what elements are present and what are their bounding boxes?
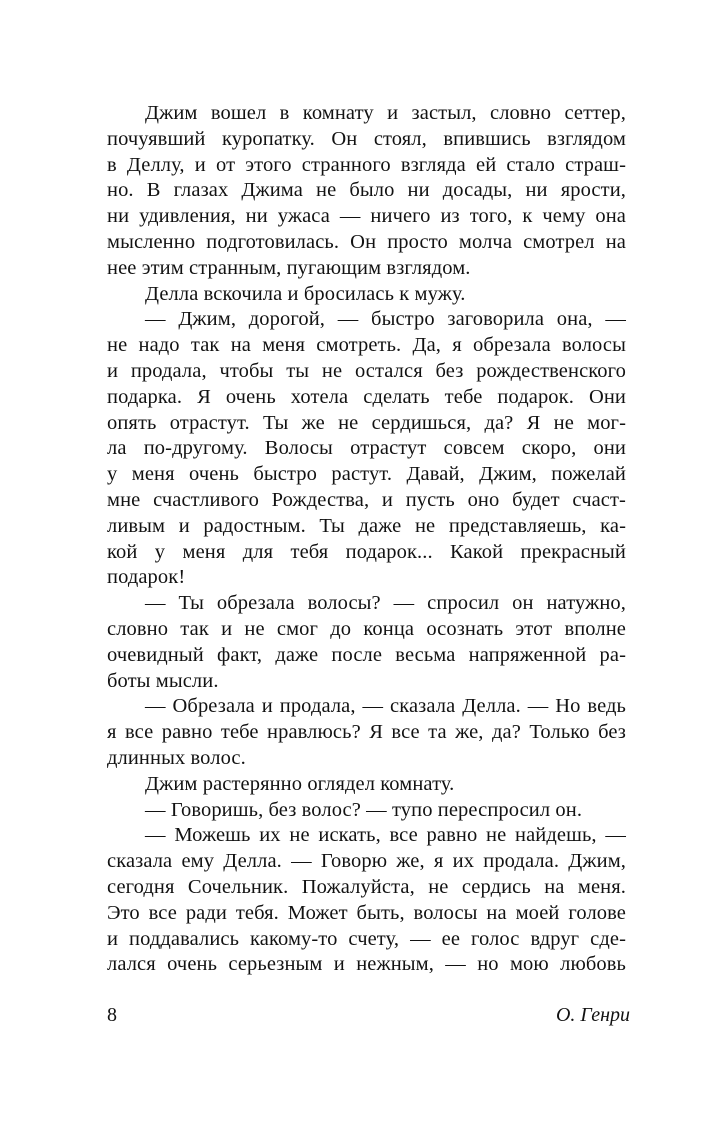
text-line: ливым и радостным. Ты даже не представляешь, ка- bbox=[107, 514, 626, 537]
text-line: — Джим, дорогой, — быстро заговорила она, — bbox=[145, 308, 626, 331]
text-line: я все равно тебе нравлюсь? Я все та же, да? Только без bbox=[107, 721, 626, 744]
running-title-author: О. Генри bbox=[555, 1004, 630, 1026]
text-line: опять отрастут. Ты же не сердишься, да? Я не мог- bbox=[107, 411, 626, 434]
page-footer bbox=[107, 1003, 630, 1027]
text-line: боты мысли. bbox=[107, 669, 219, 692]
text-line: — Можешь их не искать, все равно не найдешь, — bbox=[145, 824, 626, 847]
text-line: у меня очень быстро растут. Давай, Джим, пожелай bbox=[107, 463, 626, 486]
text-block bbox=[107, 101, 626, 978]
text-line: но. В глазах Джима не было ни досады, ни ярости, bbox=[107, 179, 626, 202]
text-line: кой у меня для тебя подарок... Какой прекрасный bbox=[107, 540, 626, 563]
text-line: не надо так на меня смотреть. Да, я обрезала волосы bbox=[107, 334, 626, 357]
text-line: сказала ему Делла. — Говорю же, я их продала. Джим, bbox=[107, 850, 626, 873]
text-line: — Ты обрезала волосы? — спросил он натужно, bbox=[145, 592, 626, 615]
text-line: Джим вошел в комнату и застыл, словно сеттер, bbox=[145, 102, 626, 124]
text-line: и поддавались какому-то счету, — ее голос вдруг сде- bbox=[107, 927, 626, 950]
text-line: в Деллу, и от этого странного взгляда ей стало страш- bbox=[107, 153, 626, 176]
text-line: сегодня Сочельник. Пожалуйста, не сердись на меня. bbox=[107, 875, 626, 898]
text-line: мне счастливого Рождества, и пусть оно будет счаст- bbox=[107, 488, 626, 511]
text-line: длинных волос. bbox=[107, 746, 246, 769]
text-line: — Говоришь, без волос? — тупо переспросил он. bbox=[145, 798, 583, 821]
text-line: ни удивления, ни ужаса — ничего из того, к чему она bbox=[107, 205, 626, 228]
text-line: Это все ради тебя. Может быть, волосы на моей голове bbox=[107, 901, 626, 924]
text-line: Делла вскочила и бросилась к мужу. bbox=[145, 282, 466, 305]
text-line: мысленно подготовилась. Он просто молча смотрел на bbox=[107, 230, 626, 253]
text-line: подарка. Я очень хотела сделать тебе подарок. Они bbox=[107, 385, 626, 408]
text-line: словно так и не смог до конца осознать этот вполне bbox=[107, 617, 626, 640]
text-line: Джим растерянно оглядел комнату. bbox=[145, 772, 455, 795]
text-line: лался очень серьезным и нежным, — но мою любовь bbox=[107, 953, 626, 976]
text-line: очевидный факт, даже после весьма напряженной ра- bbox=[107, 643, 626, 666]
page-number: 8 bbox=[107, 1004, 117, 1026]
text-line: ла по-другому. Волосы отрастут совсем скоро, они bbox=[107, 437, 626, 460]
text-line: подарок! bbox=[107, 566, 186, 589]
text-line: и продала, чтобы ты не остался без рождественского bbox=[107, 359, 626, 382]
text-line: нее этим странным, пугающим взглядом. bbox=[107, 256, 471, 279]
text-line: почуявший куропатку. Он стоял, впившись взглядом bbox=[107, 127, 626, 150]
text-line: — Обрезала и продала, — сказала Делла. — Но ведь bbox=[145, 695, 626, 718]
